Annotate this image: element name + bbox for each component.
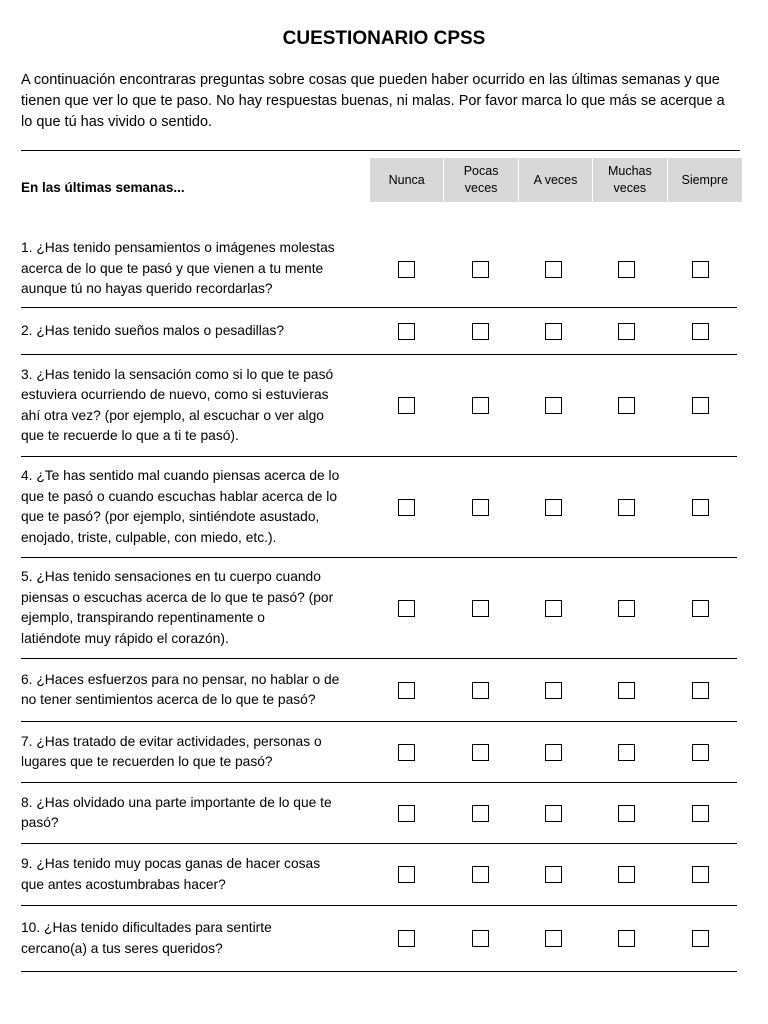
- checkbox-nunca[interactable]: [398, 397, 415, 414]
- top-divider: [21, 150, 740, 151]
- question-text: 9. ¿Has tenido muy pocas ganas de hacer cosas que antes acostumbrabas hacer?: [21, 856, 321, 892]
- checkbox-muchas-veces[interactable]: [618, 261, 635, 278]
- checkbox-pocas-veces[interactable]: [472, 397, 489, 414]
- instructions-paragraph: A continuación encontraras preguntas sobre cosas que pueden haber ocurrido en las últimas semanas y que tienen que ver lo que te paso. No hay respuestas buenas, ni malas. Por favor marca lo que más se acerque a lo que tú has vivido o sentido.: [21, 72, 725, 130]
- question-row: [21, 231, 737, 308]
- checkbox-muchas-veces[interactable]: [618, 600, 635, 617]
- checkbox-siempre[interactable]: [692, 744, 709, 761]
- question-row: [21, 308, 737, 355]
- question-text: 8. ¿Has olvidado una parte importante de lo que te pasó?: [21, 794, 332, 830]
- question-text: 2. ¿Has tenido sueños malos o pesadillas?: [21, 322, 285, 338]
- checkbox-a-veces[interactable]: [545, 744, 562, 761]
- checkbox-siempre[interactable]: [692, 261, 709, 278]
- checkbox-a-veces[interactable]: [545, 323, 562, 340]
- option-header-a-veces: A veces: [519, 158, 593, 202]
- checkbox-nunca[interactable]: [398, 261, 415, 278]
- option-header-muchas-veces: Muchas veces: [593, 158, 667, 202]
- question-row: [21, 558, 737, 659]
- checkbox-muchas-veces[interactable]: [618, 323, 635, 340]
- checkbox-nunca[interactable]: [398, 744, 415, 761]
- questions-table: [21, 231, 737, 972]
- checkbox-pocas-veces[interactable]: [472, 323, 489, 340]
- checkbox-muchas-veces[interactable]: [618, 930, 635, 947]
- question-text: 3. ¿Has tenido la sensación como si lo que te pasó estuviera ocurriendo de nuevo, como si estuvieras ahí otra vez? (por ejemplo, al escuchar o ver algo que te recuerde lo que a ti te pasó).: [21, 366, 334, 443]
- question-text: 1. ¿Has tenido pensamientos o imágenes molestas acerca de lo que te pasó y que vienen a tu mente aunque tú no hayas querido recordarlas?: [21, 240, 335, 297]
- checkbox-muchas-veces[interactable]: [618, 744, 635, 761]
- question-text: 6. ¿Haces esfuerzos para no pensar, no hablar o de no tener sentimientos acerca de lo que te pasó?: [21, 671, 340, 707]
- checkbox-siempre[interactable]: [692, 323, 709, 340]
- checkbox-pocas-veces[interactable]: [472, 866, 489, 883]
- checkbox-muchas-veces[interactable]: [618, 499, 635, 516]
- option-header-siempre: Siempre: [668, 158, 742, 202]
- question-row: [21, 659, 737, 722]
- checkbox-muchas-veces[interactable]: [618, 805, 635, 822]
- checkbox-siempre[interactable]: [692, 600, 709, 617]
- question-row: [21, 457, 737, 558]
- checkbox-a-veces[interactable]: [545, 930, 562, 947]
- checkbox-pocas-veces[interactable]: [472, 499, 489, 516]
- page-title: CUESTIONARIO CPSS: [282, 28, 486, 49]
- checkbox-muchas-veces[interactable]: [618, 866, 635, 883]
- checkbox-siempre[interactable]: [692, 499, 709, 516]
- checkbox-siempre[interactable]: [692, 866, 709, 883]
- checkbox-a-veces[interactable]: [545, 682, 562, 699]
- checkbox-a-veces[interactable]: [545, 805, 562, 822]
- option-header-pocas-veces: Pocas veces: [444, 158, 518, 202]
- checkbox-pocas-veces[interactable]: [472, 682, 489, 699]
- question-text: 7. ¿Has tratado de evitar actividades, personas o lugares que te recuerden lo que te pasó?: [21, 733, 322, 769]
- checkbox-siempre[interactable]: [692, 682, 709, 699]
- header-label: En las últimas semanas...: [21, 180, 185, 195]
- checkbox-nunca[interactable]: [398, 682, 415, 699]
- checkbox-nunca[interactable]: [398, 805, 415, 822]
- checkbox-muchas-veces[interactable]: [618, 682, 635, 699]
- checkbox-pocas-veces[interactable]: [472, 930, 489, 947]
- checkbox-a-veces[interactable]: [545, 866, 562, 883]
- option-header-nunca: Nunca: [370, 158, 444, 202]
- checkbox-siempre[interactable]: [692, 805, 709, 822]
- checkbox-a-veces[interactable]: [545, 499, 562, 516]
- question-row: [21, 844, 737, 906]
- checkbox-nunca[interactable]: [398, 930, 415, 947]
- response-options-header: [370, 158, 742, 202]
- checkbox-a-veces[interactable]: [545, 397, 562, 414]
- checkbox-siempre[interactable]: [692, 397, 709, 414]
- checkbox-nunca[interactable]: [398, 866, 415, 883]
- checkbox-pocas-veces[interactable]: [472, 600, 489, 617]
- question-row: [21, 355, 737, 457]
- checkbox-nunca[interactable]: [398, 323, 415, 340]
- question-row: [21, 783, 737, 844]
- checkbox-pocas-veces[interactable]: [472, 805, 489, 822]
- question-text: 4. ¿Te has sentido mal cuando piensas acerca de lo que te pasó o cuando escuchas hablar acerca de lo que te pasó? (por ejemplo, sintiéndote asustado, enojado, triste, culpable, con miedo, etc.).: [21, 468, 340, 545]
- question-text: 10. ¿Has tenido dificultades para sentirte cercano(a) a tus seres queridos?: [21, 920, 272, 956]
- checkbox-pocas-veces[interactable]: [472, 744, 489, 761]
- checkbox-pocas-veces[interactable]: [472, 261, 489, 278]
- checkbox-a-veces[interactable]: [545, 600, 562, 617]
- checkbox-a-veces[interactable]: [545, 261, 562, 278]
- checkbox-muchas-veces[interactable]: [618, 397, 635, 414]
- question-text: 5. ¿Has tenido sensaciones en tu cuerpo cuando piensas o escuchas acerca de lo que te pasó? (por ejemplo, transpirando repentinamente o latiéndote muy rápido el corazón).: [21, 569, 334, 646]
- checkbox-nunca[interactable]: [398, 499, 415, 516]
- question-row: [21, 722, 737, 783]
- checkbox-nunca[interactable]: [398, 600, 415, 617]
- checkbox-siempre[interactable]: [692, 930, 709, 947]
- question-row: [21, 906, 737, 972]
